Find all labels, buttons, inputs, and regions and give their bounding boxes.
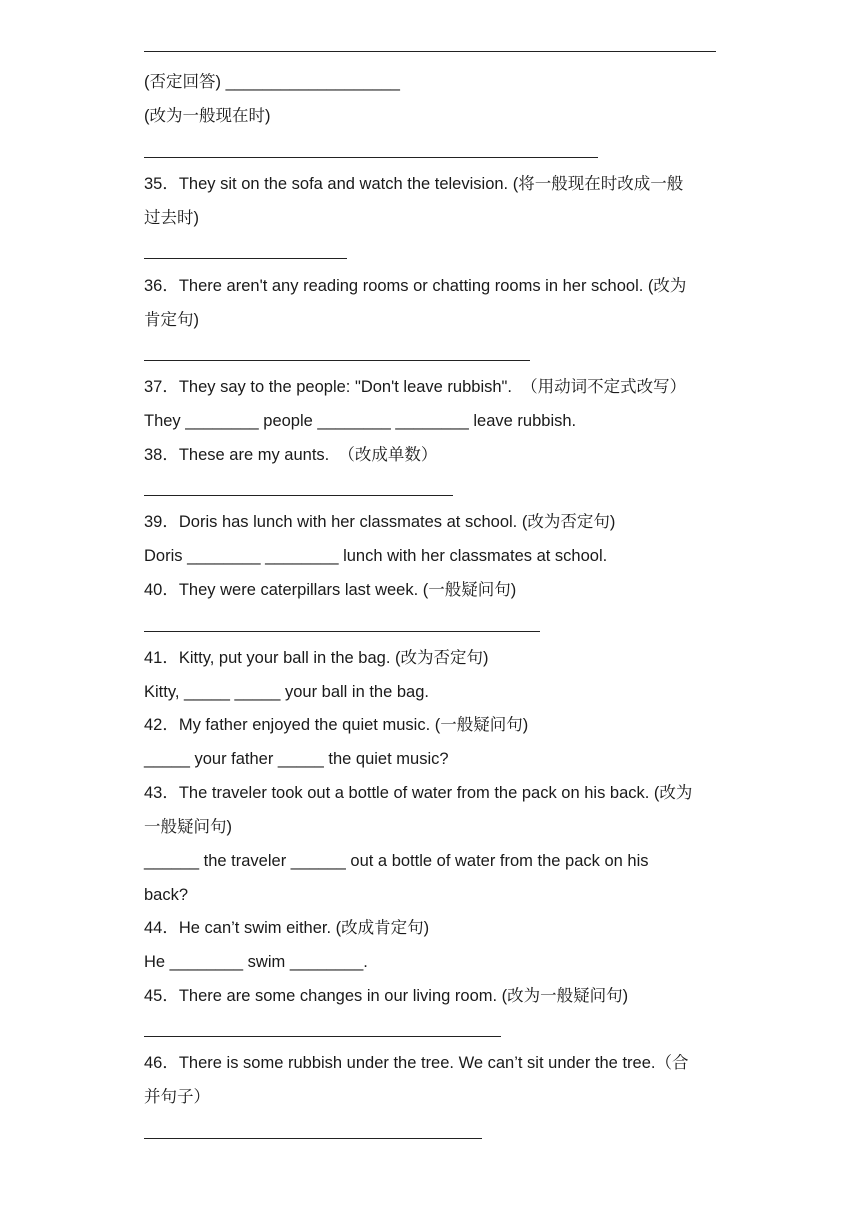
question-46: 46．There is some rubbish under the tree. We can’t sit under the tree.（合 — [144, 1054, 689, 1072]
question-44-answer: He ________ swim ________. — [144, 953, 368, 971]
question-37-answer: They ________ people ________ ________ leave rubbish. — [144, 412, 577, 430]
question-36-cont: 肯定句) — [144, 311, 199, 329]
question-36: 36．There aren't any reading rooms or chatting rooms in her school. (改为 — [144, 277, 687, 295]
question-42-answer: _____ your father _____ the quiet music? — [144, 750, 449, 768]
answer-line — [144, 157, 598, 158]
question-44: 44．He can’t swim either. (改成肯定句) — [144, 919, 430, 937]
answer-line — [144, 51, 716, 52]
question-40: 40．They were caterpillars last week. (一般疑问句) — [144, 581, 517, 599]
question-38: 38．These are my aunts. （改成单数） — [144, 446, 438, 464]
answer-line — [144, 1036, 501, 1037]
question-45: 45．There are some changes in our living room. (改为一般疑问句) — [144, 987, 629, 1005]
question-41: 41．Kitty, put your ball in the bag. (改为否定句) — [144, 649, 489, 667]
question-39: 39．Doris has lunch with her classmates at school. (改为否定句) — [144, 513, 616, 531]
question-43: 43．The traveler took out a bottle of water from the pack on his back. (改为 — [144, 784, 693, 802]
question-39-answer: Doris ________ ________ lunch with her classmates at school. — [144, 547, 608, 565]
question-42: 42．My father enjoyed the quiet music. (一般疑问句) — [144, 716, 529, 734]
present-tense-instruction: (改为一般现在时) — [144, 107, 271, 125]
answer-line — [144, 258, 347, 259]
question-46-cont: 并句子） — [144, 1088, 210, 1106]
question-35: 35．They sit on the sofa and watch the television. (将一般现在时改成一般 — [144, 175, 684, 193]
answer-line — [144, 631, 540, 632]
question-41-answer: Kitty, _____ _____ your ball in the bag. — [144, 683, 429, 701]
answer-line — [144, 495, 453, 496]
question-35-cont: 过去时) — [144, 209, 199, 227]
question-37: 37．They say to the people: "Don't leave rubbish". （用动词不定式改写） — [144, 378, 687, 396]
answer-line — [144, 1138, 482, 1139]
answer-line — [144, 360, 530, 361]
question-43-cont: 一般疑问句) — [144, 818, 232, 836]
negative-answer-instruction: (否定回答) ___________________ — [144, 73, 400, 91]
question-43-answer: ______ the traveler ______ out a bottle of water from the pack on his — [144, 852, 649, 870]
question-43-answer-cont: back? — [144, 886, 189, 904]
